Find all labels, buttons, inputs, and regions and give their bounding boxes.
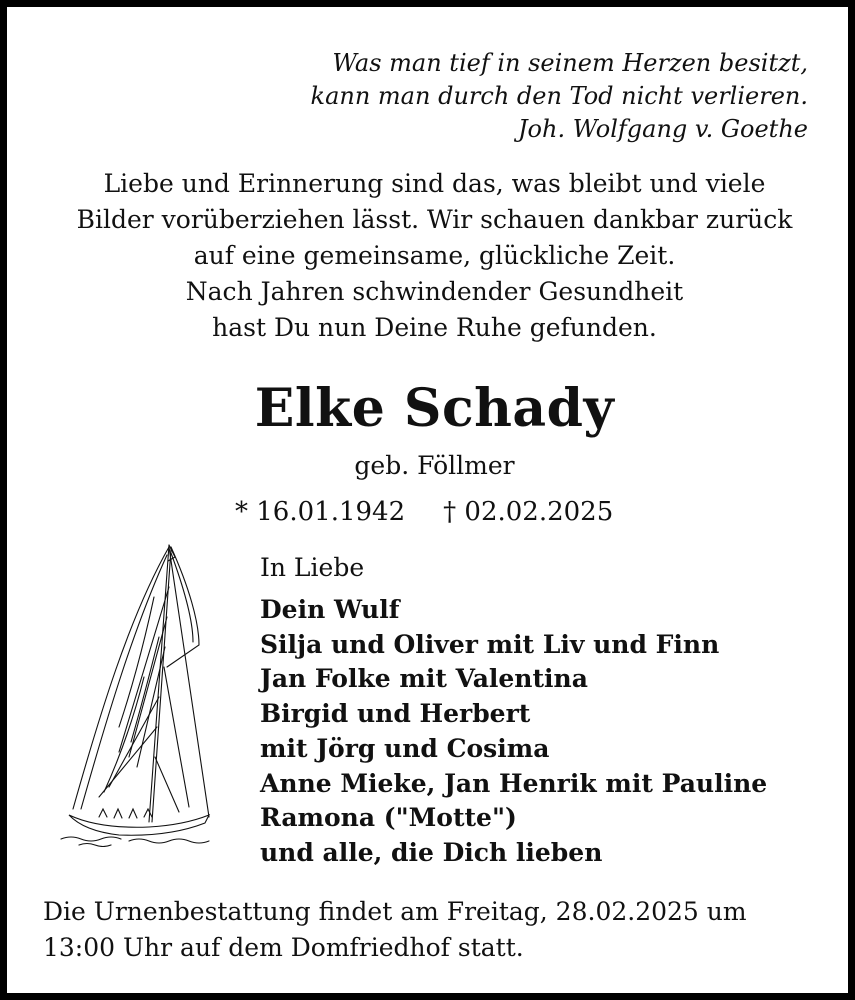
mourner-name: Silja und Oliver mit Liv und Finn [260,629,720,659]
quote-line: kann man durch den Tod nicht verlieren. [310,82,808,110]
mourner-name: Anne Mieke, Jan Henrik mit Pauline [260,768,768,798]
sailing-ship-drawing-icon [59,527,219,847]
deceased-name: Elke Schady [254,378,615,439]
birth-date: * 16.01.1942 [235,497,406,527]
funeral-info [43,894,833,966]
intro-line: Liebe und Erinnerung sind das, was bleibt und viele [103,169,766,198]
mourner-name: Ramona ("Motte") [260,803,517,833]
mourner-name: und alle, die Dich lieben [260,837,603,867]
mourners-intro: In Liebe [260,553,365,582]
funeral-line: 13:00 Uhr auf dem Domfriedhof statt. [43,933,524,962]
mourner-name: Jan Folke mit Valentina [260,664,588,694]
intro-line: auf eine gemeinsame, glückliche Zeit. [193,241,676,270]
maiden-name: geb. Föllmer [354,451,515,480]
mourner-name: Birgid und Herbert [260,699,531,729]
quote-line: Was man tief in seinem Herzen besitzt, [332,49,808,77]
intro-line: hast Du nun Deine Ruhe gefunden. [212,313,657,342]
intro-line: Nach Jahren schwindender Gesundheit [185,277,684,306]
intro-text [27,166,842,346]
quote-author: Joh. Wolfgang v. Goethe [517,115,808,143]
funeral-line: Die Urnenbestattung findet am Freitag, 28.02.2025 um [43,897,747,926]
goethe-quote [108,47,808,146]
mourner-name: mit Jörg und Cosima [260,733,550,763]
intro-line: Bilder vorüberziehen lässt. Wir schauen dankbar zurück [76,205,793,234]
death-date: † 02.02.2025 [443,497,614,527]
mourner-name: Dein Wulf [260,595,400,624]
life-dates [235,494,613,530]
mourners-list [260,593,767,871]
